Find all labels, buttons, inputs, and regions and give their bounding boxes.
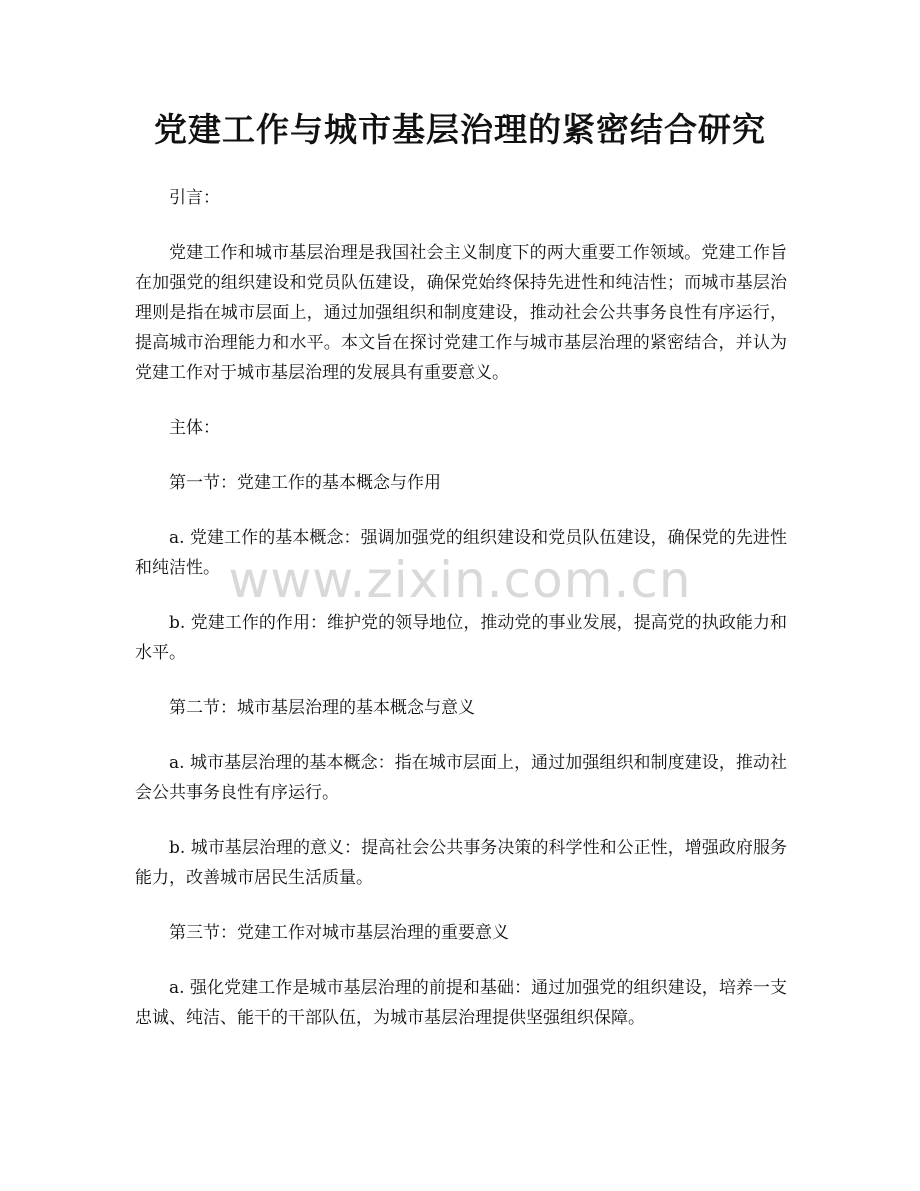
section-1-item-a: a. 党建工作的基本概念：强调加强党的组织建设和党员队伍建设，确保党的先进性和纯洁性。 bbox=[135, 528, 787, 578]
paragraph-intro: 党建工作和城市基层治理是我国社会主义制度下的两大重要工作领域。党建工作旨在加强党的组织建设和党员队伍建设，确保党始终保持先进性和纯洁性；而城市基层治理则是指在城市层面上，通过加强组织和制度建设，推动社会公共事务良性有序运行，提高城市治理能力和水平。本文旨在探讨党建工作与城市基层治理的紧密结合，并认为党建工作对于城市基层治理的发展具有重要意义。 bbox=[135, 243, 787, 383]
paragraph-intro-heading: 引言： bbox=[169, 188, 220, 208]
document-title: 党建工作与城市基层治理的紧密结合研究 bbox=[154, 110, 766, 149]
section-1-item-b: b. 党建工作的作用：维护党的领导地位，推动党的事业发展，提高党的执政能力和水平。 bbox=[135, 613, 787, 663]
section-2-heading: 第二节：城市基层治理的基本概念与意义 bbox=[169, 698, 475, 718]
document-body bbox=[135, 183, 787, 1058]
paragraph-main-heading: 主体： bbox=[169, 418, 220, 438]
section-2-item-b: b. 城市基层治理的意义：提高社会公共事务决策的科学性和公正性，增强政府服务能力，改善城市居民生活质量。 bbox=[135, 838, 787, 888]
section-3-heading: 第三节：党建工作对城市基层治理的重要意义 bbox=[169, 923, 509, 943]
section-2-item-a: a. 城市基层治理的基本概念：指在城市层面上，通过加强组织和制度建设，推动社会公共事务良性有序运行。 bbox=[135, 753, 787, 803]
section-3-item-a: a. 强化党建工作是城市基层治理的前提和基础：通过加强党的组织建设，培养一支忠诚、纯洁、能干的干部队伍，为城市基层治理提供坚强组织保障。 bbox=[135, 978, 787, 1028]
watermark: www.zixin.com.cn bbox=[228, 551, 692, 609]
section-1-heading: 第一节：党建工作的基本概念与作用 bbox=[169, 473, 441, 493]
